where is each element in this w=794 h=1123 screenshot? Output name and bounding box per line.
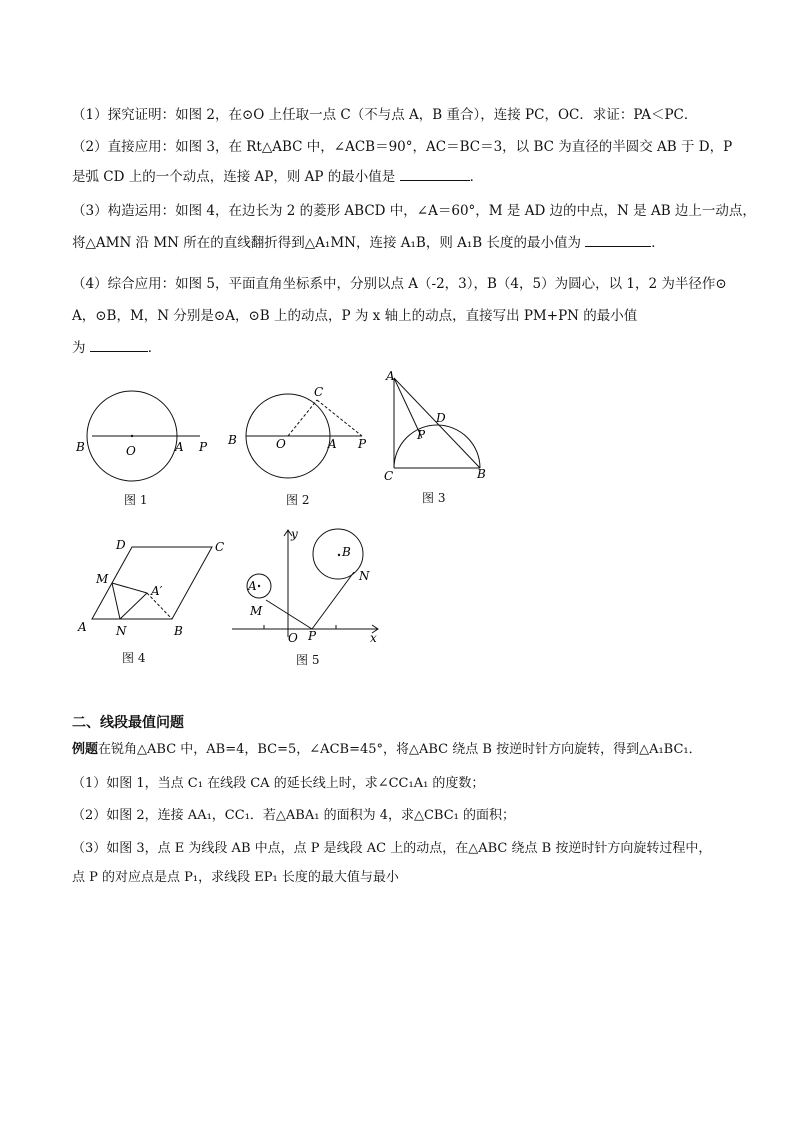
question-3-line-2 — [72, 231, 665, 251]
example-line — [72, 738, 702, 757]
fig5-label-a: A — [248, 579, 257, 593]
fig5-label-p: P — [308, 629, 317, 643]
question-3-text: 将△AMN 沿 MN 所在的直线翻折得到△A₁MN，连接 A₁B，则 A₁B 长度的最小值为 — [72, 235, 581, 251]
fig5-label-b: B — [342, 545, 351, 559]
question-4-line-2: A，⊙B，M，N 分别是⊙A，⊙B 上的动点，P 为 x 轴上的动点，直接写出 PM+PN 的最小值 — [72, 308, 638, 324]
fig2-label-a: A — [328, 437, 337, 451]
question-4-line-3 — [72, 336, 161, 356]
question-2-end: ． — [469, 169, 484, 185]
section-heading: 二、线段最值问题 — [72, 715, 184, 731]
question-4-text: 为 — [72, 340, 86, 356]
fig4-label-b: B — [174, 624, 183, 638]
fig5-label-x: x — [370, 631, 377, 645]
fig5-label-m: M — [250, 604, 263, 618]
fig3-label-a: A — [386, 369, 395, 383]
question-4-end: ． — [147, 340, 162, 356]
fig4-label-d: D — [116, 538, 126, 552]
fig1-label-p: P — [199, 440, 208, 454]
example-part-3-line-2: 点 P 的对应点是点 P₁，求线段 EP₁ 长度的最大值与最小 — [72, 870, 399, 885]
fig1-label-b: B — [76, 440, 85, 454]
figure-4 — [72, 535, 232, 645]
question-3-end: ． — [651, 235, 665, 251]
answer-blank-4 — [90, 339, 148, 352]
figure-5 — [228, 522, 398, 647]
fig2-label-p: P — [358, 437, 367, 451]
fig2-label-o: O — [276, 437, 286, 451]
fig3-label-c: C — [384, 469, 394, 483]
question-4-line-1: （4）综合应用：如图 5，平面直角坐标系中，分别以点 A（-2，3），B（4，5）为圆心，以 1，2 为半径作⊙ — [72, 276, 727, 292]
question-1: （1）探究证明：如图 2，在⊙O 上任取一点 C（不与点 A，B 重合），连接 PC，OC．求证：PA＜PC． — [72, 107, 698, 123]
fig1-label-o: O — [126, 444, 136, 458]
fig5-label-o: O — [288, 631, 298, 645]
question-2-text: 是弧 CD 上的一个动点，连接 AP，则 AP 的最小值是 — [72, 169, 396, 185]
answer-blank-3 — [585, 234, 651, 247]
figure-2 — [222, 380, 382, 495]
fig5-caption: 图 5 — [296, 653, 320, 667]
example-part-3-line-1: （3）如图 3，点 E 为线段 AB 中点，点 P 是线段 AC 上的动点，在△ABC 绕点 B 按逆时针方向旋转过程中， — [72, 841, 712, 856]
fig1-caption: 图 1 — [124, 493, 148, 507]
example-part-2: （2）如图 2，连接 AA₁，CC₁．若△ABA₁ 的面积为 4，求△CBC₁ 的面积； — [72, 808, 516, 823]
fig2-label-c: C — [314, 385, 324, 399]
fig2-label-b: B — [228, 433, 237, 447]
question-2-line-1: （2）直接应用：如图 3，在 Rt△ABC 中，∠ACB＝90°，AC＝BC＝3，以 BC 为直径的半圆交 AB 于 D，P — [72, 139, 733, 155]
fig4-label-a1: A′ — [151, 584, 163, 598]
fig5-label-y: y — [291, 527, 298, 541]
fig2-caption: 图 2 — [286, 493, 310, 507]
fig5-label-n: N — [359, 569, 370, 583]
fig4-label-n: N — [116, 624, 127, 638]
answer-blank-2 — [400, 168, 470, 181]
figure-1 — [70, 385, 220, 495]
fig3-label-p: P — [417, 428, 426, 442]
question-3-line-1: （3）构造运用：如图 4，在边长为 2 的菱形 ABCD 中，∠A＝60°，M 是 AD 边的中点，N 是 AB 边上一动点， — [72, 203, 756, 219]
fig3-caption: 图 3 — [422, 491, 446, 505]
figure-3 — [380, 368, 495, 488]
fig3-label-d: D — [436, 411, 446, 425]
example-text: 在锐角△ABC 中，AB=4，BC=5，∠ACB=45°，将△ABC 绕点 B 按逆时针方向旋转，得到△A₁BC₁． — [98, 742, 702, 757]
example-label: 例题 — [72, 742, 99, 757]
fig4-label-a: A — [78, 620, 87, 634]
fig4-caption: 图 4 — [122, 651, 146, 665]
fig4-label-m: M — [96, 572, 109, 586]
example-part-1: （1）如图 1，当点 C₁ 在线段 CA 的延长线上时，求∠CC₁A₁ 的度数； — [72, 776, 485, 791]
fig4-label-c: C — [215, 540, 225, 554]
question-2-line-2 — [72, 165, 483, 185]
fig3-label-b: B — [477, 467, 486, 481]
fig1-label-a: A — [175, 440, 184, 454]
